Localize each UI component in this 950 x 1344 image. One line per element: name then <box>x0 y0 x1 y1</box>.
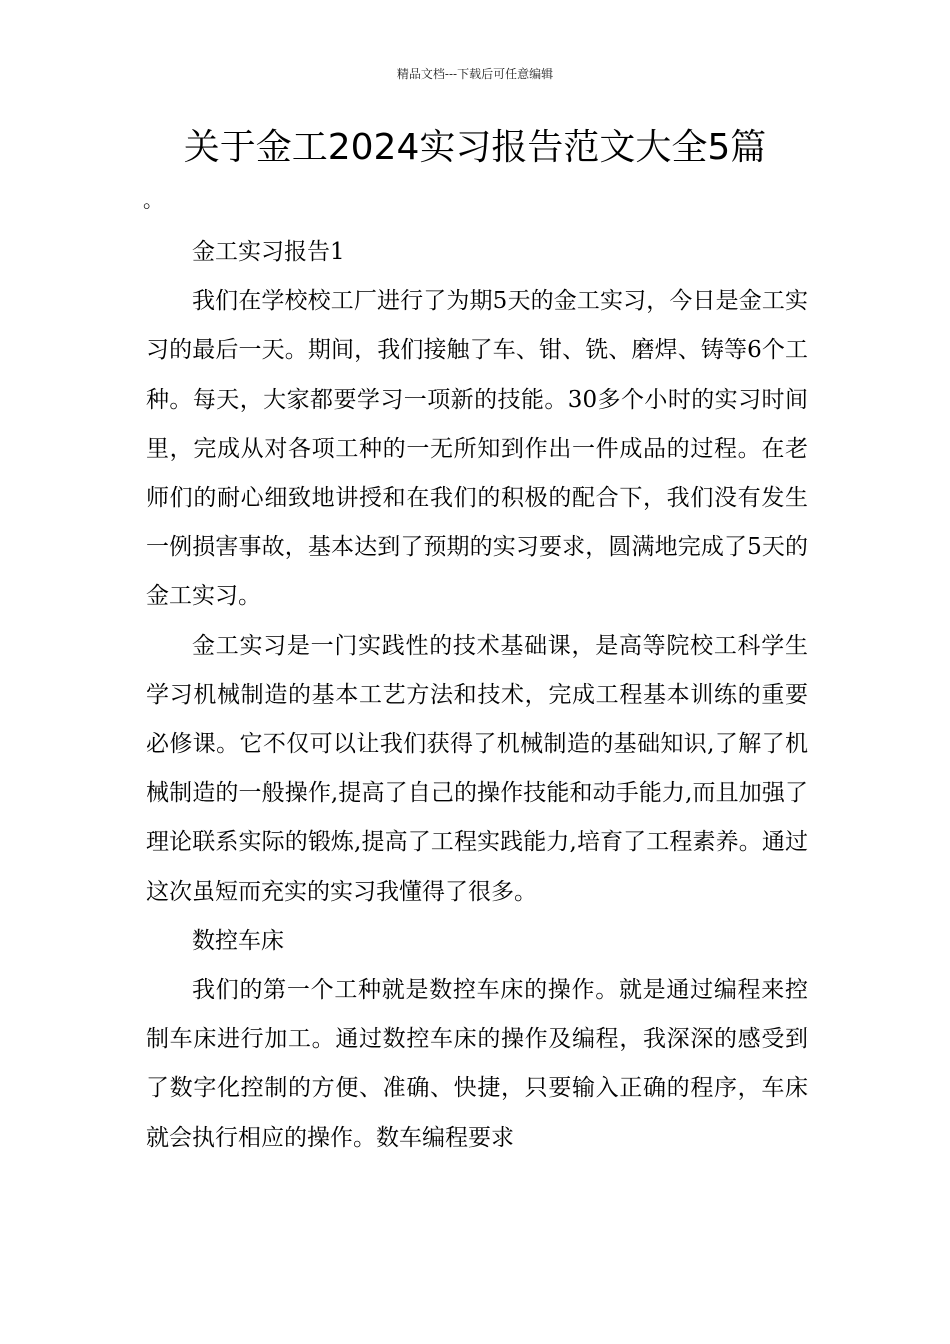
paragraph-course-description: 金工实习是一门实践性的技术基础课，是高等院校工科学生学习机械制造的基本工艺方法和技术，完成工程基本训练的重要必修课。它不仅可以让我们获得了机械制造的基础知识,了解了机械制造的一般操作,提高了自己的操作技能和动手能力,而且加强了理论联系实际的锻炼,提高了工程实践能力,培育了工程素养。通过这次虽短而充实的实习我懂得了很多。 <box>146 632 808 905</box>
document-title: 关于金工2024实习报告范文大全5篇 <box>183 127 767 168</box>
section-heading-cnc-lathe: 数控车床 <box>192 927 284 954</box>
header-note: 精品文档---下载后可任意编辑 <box>396 67 554 81</box>
section-heading-report-1: 金工实习报告1 <box>192 239 345 265</box>
document-body <box>146 228 808 1163</box>
paragraph-intro: 我们在学校校工厂进行了为期5天的金工实习，今日是金工实习的最后一天。期间，我们接触了车、钳、铣、磨焊、铸等6个工种。每天，大家都要学习一项新的技能。30多个小时的实习时间里，完成从对各项工种的一无所知到作出一件成品的过程。在老师们的耐心细致地讲授和在我们的积极的配合下，我们没有发生一例损害事故，基本达到了预期的实习要求，圆满地完成了5天的金工实习。 <box>146 288 808 610</box>
stray-punctuation: 。 <box>143 188 163 212</box>
paragraph-cnc-lathe: 我们的第一个工种就是数控车床的操作。就是通过编程来控制车床进行加工。通过数控车床的操作及编程，我深深的感受到了数字化控制的方便、准确、快捷，只要输入正确的程序，车床就会执行相应的操作。数车编程要求 <box>146 977 808 1151</box>
